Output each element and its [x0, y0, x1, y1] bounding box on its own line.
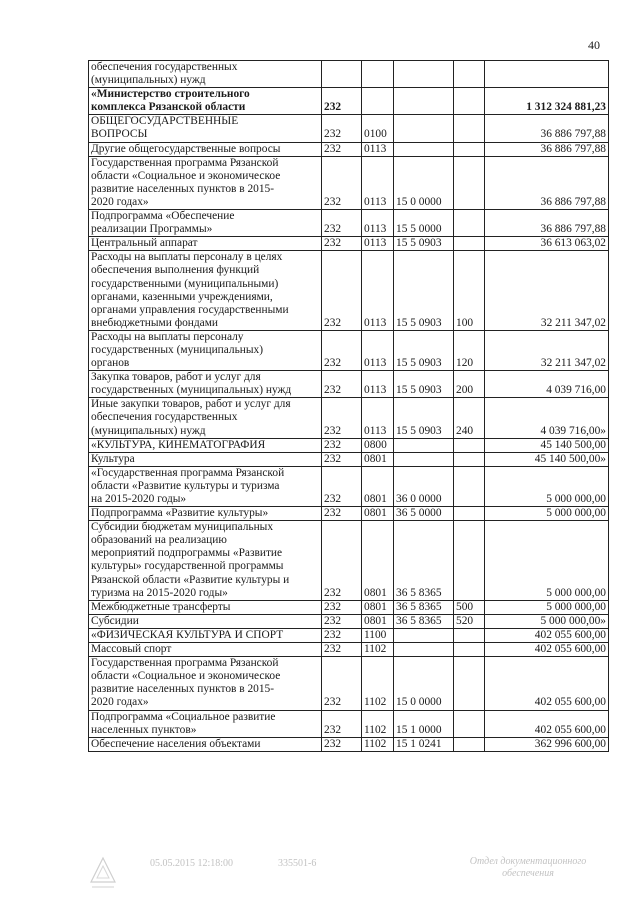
row-name: Межбюджетные трансферты: [89, 600, 322, 614]
row-section-code: 0113: [362, 156, 394, 209]
row-name: Подпрограмма «Развитие культуры»: [89, 507, 322, 521]
row-section-code: 0113: [362, 237, 394, 251]
row-name: Обеспечение населения объектами: [89, 737, 322, 751]
row-admin-code: 232: [322, 88, 362, 115]
row-target-code: 15 5 0903: [394, 237, 454, 251]
table-row: [89, 251, 609, 331]
row-name: «Министерство строительного комплекса Рязанской области: [89, 88, 322, 115]
footer-code: 335501-6: [278, 858, 317, 869]
row-admin-code: 232: [322, 628, 362, 642]
row-section-code: 1102: [362, 737, 394, 751]
row-admin-code: 232: [322, 156, 362, 209]
row-target-code: 36 5 8365: [394, 521, 454, 601]
row-section-code: 0801: [362, 521, 394, 601]
row-target-code: 15 5 0903: [394, 251, 454, 331]
row-admin-code: 232: [322, 237, 362, 251]
row-amount: 36 886 797,88: [485, 115, 609, 142]
table-row: [89, 210, 609, 237]
table-row: [89, 507, 609, 521]
table-row: [89, 330, 609, 370]
row-expense-type: [454, 628, 485, 642]
row-amount: 32 211 347,02: [485, 251, 609, 331]
row-expense-type: [454, 156, 485, 209]
row-target-code: 15 5 0000: [394, 210, 454, 237]
row-name: Центральный аппарат: [89, 237, 322, 251]
table-row: [89, 614, 609, 628]
row-section-code: 0801: [362, 452, 394, 466]
row-name: «КУЛЬТУРА, КИНЕМАТОГРАФИЯ: [89, 438, 322, 452]
row-expense-type: [454, 237, 485, 251]
row-section-code: 0801: [362, 507, 394, 521]
row-admin-code: 232: [322, 438, 362, 452]
footer: [88, 856, 618, 896]
row-section-code: 1102: [362, 710, 394, 737]
row-expense-type: 200: [454, 371, 485, 398]
row-amount: 5 000 000,00: [485, 466, 609, 506]
row-name: Массовый спорт: [89, 643, 322, 657]
table-row: [89, 737, 609, 751]
row-admin-code: 232: [322, 398, 362, 438]
table-row: [89, 643, 609, 657]
row-section-code: 0113: [362, 371, 394, 398]
row-section-code: 0801: [362, 600, 394, 614]
row-target-code: [394, 438, 454, 452]
table-row: [89, 521, 609, 601]
footer-org: Отдел документационного обеспечения: [469, 856, 587, 879]
row-admin-code: 232: [322, 643, 362, 657]
row-section-code: 0113: [362, 210, 394, 237]
row-target-code: 15 5 0903: [394, 371, 454, 398]
row-amount: 4 039 716,00»: [485, 398, 609, 438]
row-name: Государственная программа Рязанской области «Социальное и экономическое развитие населенных пунктов в 2015- 2020 годах»: [89, 156, 322, 209]
row-amount: 45 140 500,00»: [485, 452, 609, 466]
table-row: [89, 398, 609, 438]
row-expense-type: [454, 88, 485, 115]
row-section-code: 0113: [362, 398, 394, 438]
row-amount: 36 886 797,88: [485, 156, 609, 209]
row-amount: [485, 61, 609, 88]
row-section-code: 0100: [362, 115, 394, 142]
row-expense-type: [454, 521, 485, 601]
table-row: [89, 156, 609, 209]
row-section-code: 0801: [362, 466, 394, 506]
row-admin-code: 232: [322, 330, 362, 370]
row-expense-type: [454, 61, 485, 88]
row-admin-code: 232: [322, 507, 362, 521]
row-admin-code: 232: [322, 614, 362, 628]
row-expense-type: [454, 737, 485, 751]
row-target-code: 36 0 0000: [394, 466, 454, 506]
row-admin-code: 232: [322, 210, 362, 237]
row-expense-type: [454, 507, 485, 521]
table-row: [89, 142, 609, 156]
row-admin-code: 232: [322, 600, 362, 614]
row-amount: 402 055 600,00: [485, 628, 609, 642]
row-admin-code: 232: [322, 737, 362, 751]
row-target-code: [394, 142, 454, 156]
row-target-code: [394, 628, 454, 642]
table-row: [89, 600, 609, 614]
row-target-code: [394, 115, 454, 142]
row-admin-code: 232: [322, 466, 362, 506]
row-admin-code: 232: [322, 452, 362, 466]
row-expense-type: [454, 657, 485, 710]
row-name: Субсидии: [89, 614, 322, 628]
table-row: [89, 452, 609, 466]
row-name: Субсидии бюджетам муниципальных образований на реализацию мероприятий подпрограммы «Развитие культуры» государственной программы Рязанской области «Развитие культуры и туризма на 2015-2020 годы»: [89, 521, 322, 601]
row-amount: 402 055 600,00: [485, 710, 609, 737]
row-target-code: 15 0 0000: [394, 657, 454, 710]
row-expense-type: 240: [454, 398, 485, 438]
table-row: [89, 628, 609, 642]
row-target-code: 36 5 8365: [394, 600, 454, 614]
table-row: [89, 88, 609, 115]
table-row: [89, 237, 609, 251]
row-name: Иные закупки товаров, работ и услуг для обеспечения государственных (муниципальных) нужд: [89, 398, 322, 438]
row-section-code: 1102: [362, 657, 394, 710]
row-target-code: 15 5 0903: [394, 398, 454, 438]
row-name: «Государственная программа Рязанской области «Развитие культуры и туризма на 2015-2020 годы»: [89, 466, 322, 506]
row-target-code: [394, 452, 454, 466]
row-admin-code: 232: [322, 521, 362, 601]
row-name: ОБЩЕГОСУДАРСТВЕННЫЕ ВОПРОСЫ: [89, 115, 322, 142]
row-name: Расходы на выплаты персоналу государственных (муниципальных) органов: [89, 330, 322, 370]
row-amount: 5 000 000,00: [485, 600, 609, 614]
row-amount: 45 140 500,00: [485, 438, 609, 452]
row-target-code: [394, 61, 454, 88]
row-section-code: 0801: [362, 614, 394, 628]
row-admin-code: 232: [322, 657, 362, 710]
budget-table-body: [89, 61, 609, 752]
row-target-code: 15 1 0241: [394, 737, 454, 751]
row-section-code: 0113: [362, 330, 394, 370]
row-section-code: 0113: [362, 142, 394, 156]
row-amount: 5 000 000,00: [485, 507, 609, 521]
row-target-code: 15 5 0903: [394, 330, 454, 370]
row-name: Подпрограмма «Обеспечение реализации Программы»: [89, 210, 322, 237]
table-row: [89, 710, 609, 737]
row-section-code: 0113: [362, 251, 394, 331]
row-admin-code: 232: [322, 710, 362, 737]
row-amount: 36 613 063,02: [485, 237, 609, 251]
row-expense-type: [454, 115, 485, 142]
table-row: [89, 657, 609, 710]
row-admin-code: 232: [322, 371, 362, 398]
footer-date: 05.05.2015 12:18:00: [150, 858, 234, 869]
row-amount: 36 886 797,88: [485, 210, 609, 237]
row-name: «ФИЗИЧЕСКАЯ КУЛЬТУРА И СПОРТ: [89, 628, 322, 642]
row-expense-type: [454, 210, 485, 237]
row-target-code: [394, 88, 454, 115]
row-section-code: 1102: [362, 643, 394, 657]
row-amount: 1 312 324 881,23: [485, 88, 609, 115]
row-expense-type: [454, 452, 485, 466]
row-name: Государственная программа Рязанской области «Социальное и экономическое развитие населенных пунктов в 2015- 2020 годах»: [89, 657, 322, 710]
row-admin-code: 232: [322, 142, 362, 156]
row-amount: 32 211 347,02: [485, 330, 609, 370]
row-amount: 36 886 797,88: [485, 142, 609, 156]
row-amount: 4 039 716,00: [485, 371, 609, 398]
row-expense-type: 100: [454, 251, 485, 331]
row-section-code: [362, 88, 394, 115]
row-name: Подпрограмма «Социальное развитие населенных пунктов»: [89, 710, 322, 737]
row-name: обеспечения государственных (муниципальных) нужд: [89, 61, 322, 88]
row-expense-type: [454, 142, 485, 156]
row-admin-code: 232: [322, 251, 362, 331]
row-expense-type: [454, 438, 485, 452]
row-name: Другие общегосударственные вопросы: [89, 142, 322, 156]
table-row: [89, 61, 609, 88]
row-amount: 402 055 600,00: [485, 657, 609, 710]
page-number: 40: [588, 38, 600, 52]
row-expense-type: 520: [454, 614, 485, 628]
row-target-code: 15 1 0000: [394, 710, 454, 737]
row-expense-type: [454, 710, 485, 737]
row-target-code: 15 0 0000: [394, 156, 454, 209]
row-target-code: 36 5 0000: [394, 507, 454, 521]
row-target-code: [394, 643, 454, 657]
row-name: Расходы на выплаты персоналу в целях обеспечения выполнения функций государственными (муниципальными) органами, казенными учреждениями, органами управления государственными внебюджетными фондами: [89, 251, 322, 331]
row-name: Культура: [89, 452, 322, 466]
row-amount: 5 000 000,00: [485, 521, 609, 601]
row-expense-type: [454, 643, 485, 657]
row-target-code: 36 5 8365: [394, 614, 454, 628]
row-expense-type: 120: [454, 330, 485, 370]
row-expense-type: [454, 466, 485, 506]
row-name: Закупка товаров, работ и услуг для государственных (муниципальных) нужд: [89, 371, 322, 398]
row-amount: 362 996 600,00: [485, 737, 609, 751]
row-expense-type: 500: [454, 600, 485, 614]
row-amount: 402 055 600,00: [485, 643, 609, 657]
table-row: [89, 466, 609, 506]
row-section-code: 0800: [362, 438, 394, 452]
table-row: [89, 371, 609, 398]
seal-icon: [88, 856, 118, 890]
row-admin-code: [322, 61, 362, 88]
row-section-code: [362, 61, 394, 88]
row-amount: 5 000 000,00»: [485, 614, 609, 628]
table-row: [89, 438, 609, 452]
budget-table: [88, 60, 609, 752]
table-row: [89, 115, 609, 142]
row-section-code: 1100: [362, 628, 394, 642]
row-admin-code: 232: [322, 115, 362, 142]
